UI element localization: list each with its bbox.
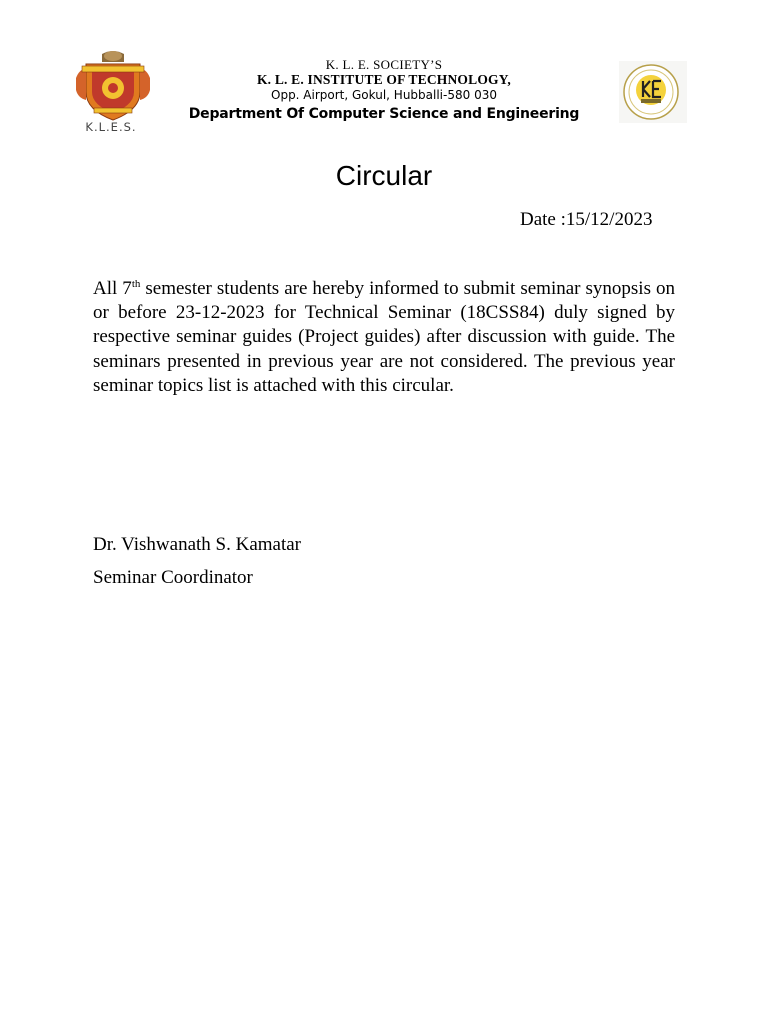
society-name: K. L. E. SOCIETY’S xyxy=(325,57,443,72)
body-superscript: th xyxy=(131,278,141,290)
kle-tech-seal-icon xyxy=(619,61,687,123)
institute-name: K. L. E. INSTITUTE OF TECHNOLOGY, xyxy=(256,72,512,87)
kles-emblem-caption: K.L.E.S. xyxy=(85,120,137,134)
body-rest: semester students are hereby informed to submit seminar synopsis on or before 23-12-2023 for Technical Seminar (18CSS84) duly signed by respective seminar guides (Project guides) after discussion with guide. The seminars presented in previous year are not considered. The previous year seminar topics list is attached with this circular. xyxy=(93,278,676,396)
signatory-role: Seminar Coordinator xyxy=(93,567,253,588)
circular-body xyxy=(93,277,675,398)
institute-address: Opp. Airport, Gokul, Hubballi-580 030 xyxy=(271,88,497,102)
circular-title: Circular xyxy=(335,160,433,191)
kle-tech-seal-logo xyxy=(619,61,687,123)
body-lead: All 7 xyxy=(93,278,132,299)
circular-date: Date :15/12/2023 xyxy=(520,209,653,230)
signatory-name: Dr. Vishwanath S. Kamatar xyxy=(93,534,301,555)
department-name: Department Of Computer Science and Engineering xyxy=(188,106,580,122)
